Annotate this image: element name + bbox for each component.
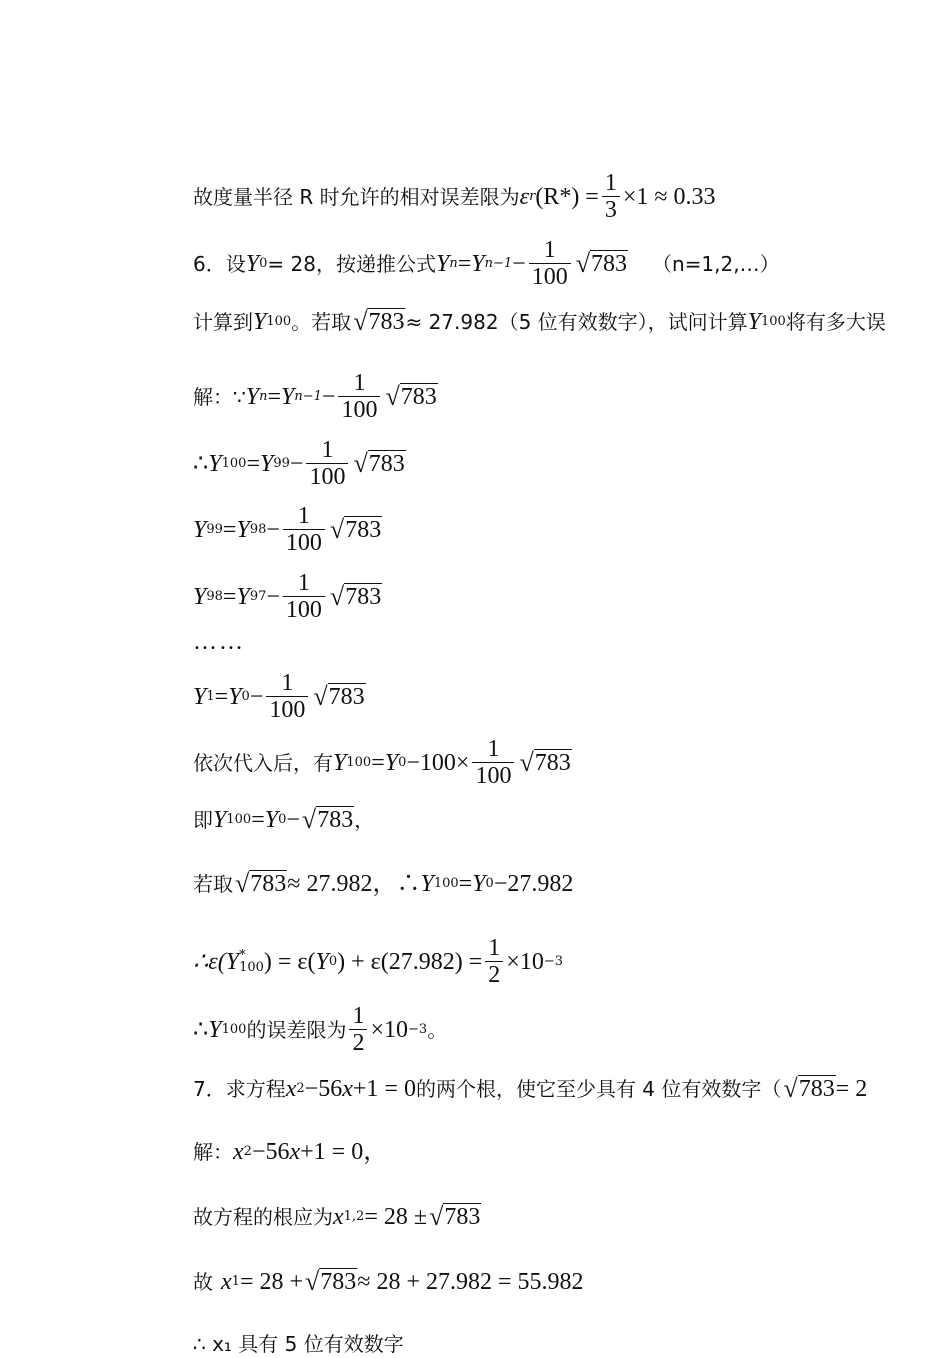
sub: n bbox=[449, 255, 458, 271]
text: 依次代入后，有 bbox=[193, 750, 333, 775]
sqrt: √ 783 bbox=[353, 307, 405, 336]
text: 若取 bbox=[193, 872, 233, 896]
sub: 99 bbox=[206, 521, 223, 537]
op: −100× bbox=[406, 749, 470, 776]
fraction bbox=[266, 670, 308, 723]
expr: = 28 ± bbox=[364, 1204, 428, 1230]
sqrt: √ 783 bbox=[301, 805, 354, 834]
line-19 bbox=[193, 1330, 404, 1358]
var: Y bbox=[193, 683, 207, 710]
op: = bbox=[222, 583, 237, 610]
var: Y bbox=[747, 309, 762, 335]
line-17 bbox=[193, 1203, 481, 1231]
op: = bbox=[371, 749, 385, 776]
den: 100 bbox=[529, 263, 571, 290]
expr: −56 bbox=[304, 1076, 343, 1102]
sub: n−1 bbox=[294, 388, 322, 404]
radicand: 783 bbox=[368, 450, 405, 477]
var: Y bbox=[213, 807, 227, 833]
expr: = 28 + bbox=[239, 1269, 304, 1295]
fraction bbox=[283, 503, 325, 556]
sub: 0 bbox=[278, 812, 287, 827]
fraction bbox=[306, 437, 348, 490]
sub: 0 bbox=[398, 754, 407, 770]
op: − bbox=[321, 383, 336, 410]
sub: r bbox=[529, 188, 536, 204]
var: Y bbox=[471, 250, 485, 277]
expr: (R*) = bbox=[535, 183, 599, 210]
text: 。 bbox=[427, 1017, 448, 1042]
line-4 bbox=[193, 370, 438, 423]
op: ∴ bbox=[193, 1016, 209, 1043]
sqrt: √ 783 bbox=[235, 869, 287, 898]
text: = 28，按递推公式 bbox=[267, 251, 436, 276]
radicand: 783 bbox=[250, 871, 287, 897]
var: Y bbox=[384, 749, 399, 776]
den: 100 bbox=[472, 762, 514, 789]
line-5 bbox=[193, 437, 406, 490]
text: （n=1,2,…） bbox=[651, 251, 780, 276]
var: Y bbox=[208, 1016, 222, 1043]
fraction bbox=[338, 370, 380, 423]
sqrt: √ 783 bbox=[329, 514, 382, 544]
radicand: 783 bbox=[320, 1269, 357, 1295]
op: = bbox=[246, 450, 261, 477]
den: 100 bbox=[266, 696, 308, 723]
radicand: 783 bbox=[444, 1204, 481, 1230]
line-2 bbox=[193, 237, 780, 290]
sub: 0 bbox=[241, 688, 250, 704]
var: Y bbox=[193, 583, 207, 610]
text: 6．设 bbox=[193, 251, 246, 276]
den: 3 bbox=[602, 196, 620, 223]
text: 解：∵ bbox=[193, 384, 246, 409]
den: 100 bbox=[306, 463, 348, 490]
den: 2 bbox=[349, 1029, 367, 1056]
epsilon: ε bbox=[519, 183, 530, 210]
text: 解： bbox=[193, 1140, 233, 1164]
radicand: 783 bbox=[345, 583, 382, 610]
var: Y bbox=[435, 250, 450, 277]
var: x bbox=[342, 1076, 353, 1102]
expr: ∴ε( bbox=[193, 948, 226, 975]
line-11 bbox=[193, 806, 374, 834]
var: Y bbox=[228, 683, 242, 710]
op: = bbox=[222, 516, 237, 543]
sub: 98 bbox=[206, 588, 223, 604]
num: 1 bbox=[353, 370, 366, 396]
sub: 0 bbox=[328, 953, 338, 969]
sup: −3 bbox=[543, 953, 563, 969]
sub: 97 bbox=[249, 588, 267, 604]
op: − bbox=[266, 583, 280, 610]
sub: 0 bbox=[259, 255, 268, 271]
expr: ×10 bbox=[506, 948, 544, 975]
line-16 bbox=[193, 1138, 387, 1166]
expr: +1 = 0， bbox=[300, 1139, 388, 1165]
var: Y bbox=[420, 871, 434, 897]
den: 100 bbox=[283, 529, 325, 556]
var: x bbox=[221, 1269, 232, 1295]
num: 1 bbox=[297, 503, 310, 529]
text: 故度量半径 R 时允许的相对误差限为 bbox=[193, 184, 520, 209]
fraction bbox=[602, 170, 620, 223]
den: 100 bbox=[283, 596, 325, 623]
den: 2 bbox=[485, 961, 503, 988]
expr: = 2 bbox=[835, 1076, 868, 1102]
var: Y bbox=[260, 450, 274, 477]
line-6 bbox=[193, 503, 382, 556]
sqrt: √ 783 bbox=[783, 1074, 835, 1103]
var: Y bbox=[193, 516, 207, 543]
var: x bbox=[233, 1139, 244, 1165]
text: 故方程的根应为 bbox=[193, 1205, 333, 1229]
op: − bbox=[289, 450, 304, 477]
op: − bbox=[266, 516, 280, 543]
num: 1 bbox=[543, 237, 556, 263]
line-14 bbox=[193, 1003, 447, 1056]
num: 1 bbox=[352, 1003, 365, 1029]
line-13 bbox=[193, 935, 563, 988]
var: x bbox=[333, 1204, 344, 1230]
sub: 100 bbox=[239, 959, 264, 975]
line-15 bbox=[193, 1075, 867, 1103]
sub: 1 bbox=[206, 688, 215, 704]
var: Y bbox=[472, 871, 486, 897]
var: Y bbox=[315, 948, 329, 975]
var: Y bbox=[281, 383, 295, 410]
line-3 bbox=[193, 308, 886, 336]
line-9 bbox=[193, 670, 366, 723]
radicand: 783 bbox=[368, 309, 405, 335]
sub: 100 bbox=[221, 1021, 247, 1037]
sub: 0 bbox=[485, 876, 494, 891]
sup: * bbox=[239, 947, 246, 963]
op: = bbox=[251, 807, 265, 833]
op: = bbox=[267, 383, 282, 410]
text: 计算到 bbox=[193, 310, 253, 334]
line-18 bbox=[193, 1268, 584, 1296]
num: 1 bbox=[281, 670, 294, 696]
var: Y bbox=[236, 516, 250, 543]
expr: ×10 bbox=[370, 1016, 409, 1043]
expr: ×1 ≈ 0.33 bbox=[622, 183, 716, 210]
op: − bbox=[249, 683, 264, 710]
expr: ) = ε( bbox=[263, 948, 316, 975]
expr: ≈ 27.982，∴ bbox=[287, 871, 421, 897]
text: 的两个根，使它至少具有 4 位有效数字（ bbox=[415, 1077, 782, 1101]
expr: −27.982 bbox=[493, 871, 574, 897]
op: = bbox=[214, 683, 229, 710]
sub: 1,2 bbox=[343, 1209, 365, 1224]
radicand: 783 bbox=[590, 250, 627, 277]
text: 故 bbox=[193, 1270, 213, 1294]
radicand: 783 bbox=[400, 383, 437, 410]
var: Y bbox=[245, 383, 260, 410]
sqrt: √ 783 bbox=[329, 581, 382, 611]
text: 7．求方程 bbox=[193, 1077, 286, 1101]
num: 1 bbox=[487, 736, 500, 762]
sqrt: √ 783 bbox=[575, 248, 627, 278]
sqrt: √ 783 bbox=[353, 448, 405, 478]
text: 的误差限为 bbox=[246, 1017, 347, 1042]
text: ≈ 27.982（5 位有效数字），试问计算 bbox=[405, 310, 748, 334]
num: 1 bbox=[604, 170, 617, 196]
radicand: 783 bbox=[345, 516, 382, 543]
num: 1 bbox=[488, 935, 501, 961]
sup: 2 bbox=[243, 1144, 252, 1159]
var: x bbox=[289, 1139, 301, 1165]
var: Y bbox=[208, 450, 222, 477]
var: x bbox=[285, 1076, 297, 1102]
var: Y bbox=[225, 948, 240, 975]
radicand: 783 bbox=[534, 749, 571, 776]
var: Y bbox=[253, 309, 267, 335]
line-10 bbox=[193, 736, 572, 789]
var: Y bbox=[333, 749, 347, 776]
sqrt: √ 783 bbox=[429, 1202, 481, 1231]
num: 1 bbox=[297, 570, 310, 596]
sub: 100 bbox=[266, 314, 292, 329]
sub: 98 bbox=[249, 521, 267, 537]
ellipsis: …… bbox=[193, 629, 245, 655]
expr: +1 = 0 bbox=[352, 1076, 416, 1102]
num: 1 bbox=[321, 437, 334, 463]
op: = bbox=[458, 871, 473, 897]
op: = bbox=[457, 250, 472, 277]
fraction bbox=[485, 935, 503, 988]
line-12 bbox=[193, 870, 573, 898]
sub: 100 bbox=[221, 455, 247, 471]
var: Y bbox=[245, 250, 260, 277]
sub: 100 bbox=[761, 314, 786, 329]
fraction bbox=[529, 237, 571, 290]
text: 将有多大误 bbox=[785, 310, 886, 334]
line-1 bbox=[193, 170, 716, 223]
text: ， bbox=[354, 808, 375, 832]
op: − bbox=[512, 250, 526, 277]
sub: n−1 bbox=[484, 255, 513, 271]
den: 100 bbox=[338, 396, 380, 423]
expr: −56 bbox=[251, 1139, 290, 1165]
sub: n bbox=[259, 388, 268, 404]
op: − bbox=[286, 807, 300, 833]
fraction bbox=[283, 570, 325, 623]
sup: −3 bbox=[408, 1021, 428, 1037]
sup: 2 bbox=[296, 1081, 305, 1096]
line-7 bbox=[193, 570, 382, 623]
radicand: 783 bbox=[328, 683, 365, 710]
sqrt: √ 783 bbox=[305, 1267, 357, 1296]
sqrt: √ 783 bbox=[313, 681, 365, 711]
sub: 99 bbox=[273, 455, 290, 471]
radicand: 783 bbox=[317, 807, 354, 833]
text: 。若取 bbox=[291, 310, 352, 334]
sqrt: √ 783 bbox=[519, 747, 571, 777]
text: ∴ x₁ 具有 5 位有效数字 bbox=[193, 1332, 404, 1356]
expr: ≈ 28 + 27.982 = 55.982 bbox=[357, 1269, 584, 1295]
var: Y bbox=[264, 807, 279, 833]
sub: 1 bbox=[231, 1274, 240, 1289]
fraction bbox=[349, 1003, 367, 1056]
radicand: 783 bbox=[798, 1076, 835, 1102]
fraction bbox=[472, 736, 514, 789]
op: ∴ bbox=[193, 450, 209, 477]
sub: 100 bbox=[226, 812, 252, 827]
sqrt: √ 783 bbox=[385, 381, 437, 411]
sub: 100 bbox=[346, 754, 372, 770]
var: Y bbox=[236, 583, 250, 610]
expr: ) + ε(27.982) = bbox=[337, 948, 483, 975]
text: 即 bbox=[193, 808, 213, 832]
line-8 bbox=[193, 628, 245, 656]
sub: 100 bbox=[433, 876, 459, 891]
